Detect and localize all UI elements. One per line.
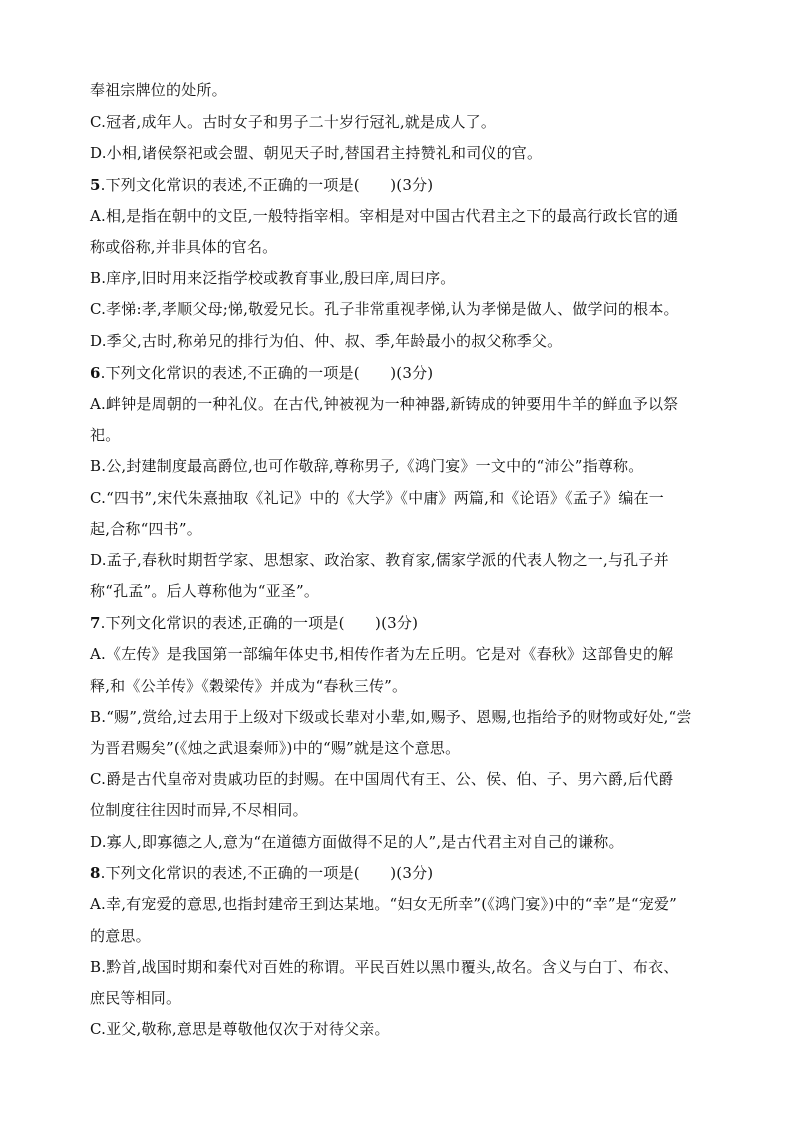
question-number: 6 <box>90 364 101 382</box>
option-c-q7-cont: 位制度往往因时而异,不尽相同。 <box>90 801 308 819</box>
question-6-stem: 6.下列文化常识的表述,不正确的一项是( )(3分) <box>90 364 434 382</box>
option-d-q4: D.小相,诸侯祭祀或会盟、朝见天子时,替国君主持赞礼和司仪的官。 <box>90 144 543 162</box>
option-d-q6: D.孟子,春秋时期哲学家、思想家、政治家、教育家,儒家学派的代表人物之一,与孔子并 <box>90 551 669 569</box>
option-c-q6: C.“四书”,宋代朱熹抽取《礼记》中的《大学》《中庸》两篇,和《论语》《孟子》编在一 <box>90 489 664 507</box>
option-b-q8: B.黔首,战国时期和秦代对百姓的称谓。平民百姓以黑巾覆头,故名。含义与白丁、布衣、 <box>90 958 679 976</box>
option-a-q6-cont: 祀。 <box>90 426 121 444</box>
question-5-stem: 5.下列文化常识的表述,不正确的一项是( )(3分) <box>90 176 434 194</box>
question-8-stem: 8.下列文化常识的表述,不正确的一项是( )(3分) <box>90 864 434 882</box>
text-line: 奉祖宗牌位的处所。 <box>90 81 227 99</box>
option-b-q6: B.公,封建制度最高爵位,也可作敬辞,尊称男子,《鸿门宴》一文中的“沛公”指尊称。 <box>90 457 644 475</box>
option-c-q5: C.孝悌:孝,孝顺父母;悌,敬爱兄长。孔子非常重视孝悌,认为孝悌是做人、做学问的根本。 <box>90 300 679 318</box>
option-a-q8-cont: 的意思。 <box>90 927 151 945</box>
option-a-q7: A.《左传》是我国第一部编年体史书,相传作者为左丘明。它是对《春秋》这部鲁史的解 <box>90 645 674 663</box>
option-a-q8: A.幸,有宠爱的意思,也指封建帝王到达某地。“妇女无所幸”(《鸿门宴》)中的“幸”是“宠爱” <box>90 895 678 913</box>
option-b-q8-cont: 庶民等相同。 <box>90 989 182 1007</box>
question-number: 8 <box>90 864 101 882</box>
option-c-q7: C.爵是古代皇帝对贵戚功臣的封赐。在中国周代有王、公、侯、伯、子、男六爵,后代爵 <box>90 770 674 788</box>
question-7-stem: 7.下列文化常识的表述,正确的一项是( )(3分) <box>90 614 419 632</box>
question-number: 5 <box>90 176 101 194</box>
option-a-q5-cont: 称或俗称,并非具体的官名。 <box>90 238 278 256</box>
option-a-q5: A.相,是指在朝中的文臣,一般特指宰相。宰相是对中国古代君主之下的最高行政长官的通 <box>90 207 679 225</box>
option-d-q5: D.季父,古时,称弟兄的排行为伯、仲、叔、季,年龄最小的叔父称季父。 <box>90 332 563 350</box>
option-b-q7-cont: 为晋君赐矣”(《烛之武退秦师》)中的“赐”就是这个意思。 <box>90 739 461 757</box>
option-d-q7: D.寡人,即寡德之人,意为“在道德方面做得不足的人”,是古代君主对自己的谦称。 <box>90 833 624 851</box>
option-b-q7: B.“赐”,赏给,过去用于上级对下级或长辈对小辈,如,赐予、恩赐,也指给予的财物或好处,“尝 <box>90 708 692 726</box>
option-c-q6-cont: 起,合称“四书”。 <box>90 520 202 538</box>
option-d-q6-cont: 称“孔孟”。后人尊称他为“亚圣”。 <box>90 582 320 600</box>
option-c-q8: C.亚父,敬称,意思是尊敬他仅次于对待父亲。 <box>90 1020 390 1038</box>
option-c-q4: C.冠者,成年人。古时女子和男子二十岁行冠礼,就是成人了。 <box>90 113 497 131</box>
option-a-q7-cont: 释,和《公羊传》《穀梁传》并成为“春秋三传”。 <box>90 677 408 695</box>
option-a-q6: A.衅钟是周朝的一种礼仪。在古代,钟被视为一种神器,新铸成的钟要用牛羊的鲜血予以祭 <box>90 395 679 413</box>
option-b-q5: B.庠序,旧时用来泛指学校或教育事业,殷曰庠,周曰序。 <box>90 269 456 287</box>
question-number: 7 <box>90 614 101 632</box>
